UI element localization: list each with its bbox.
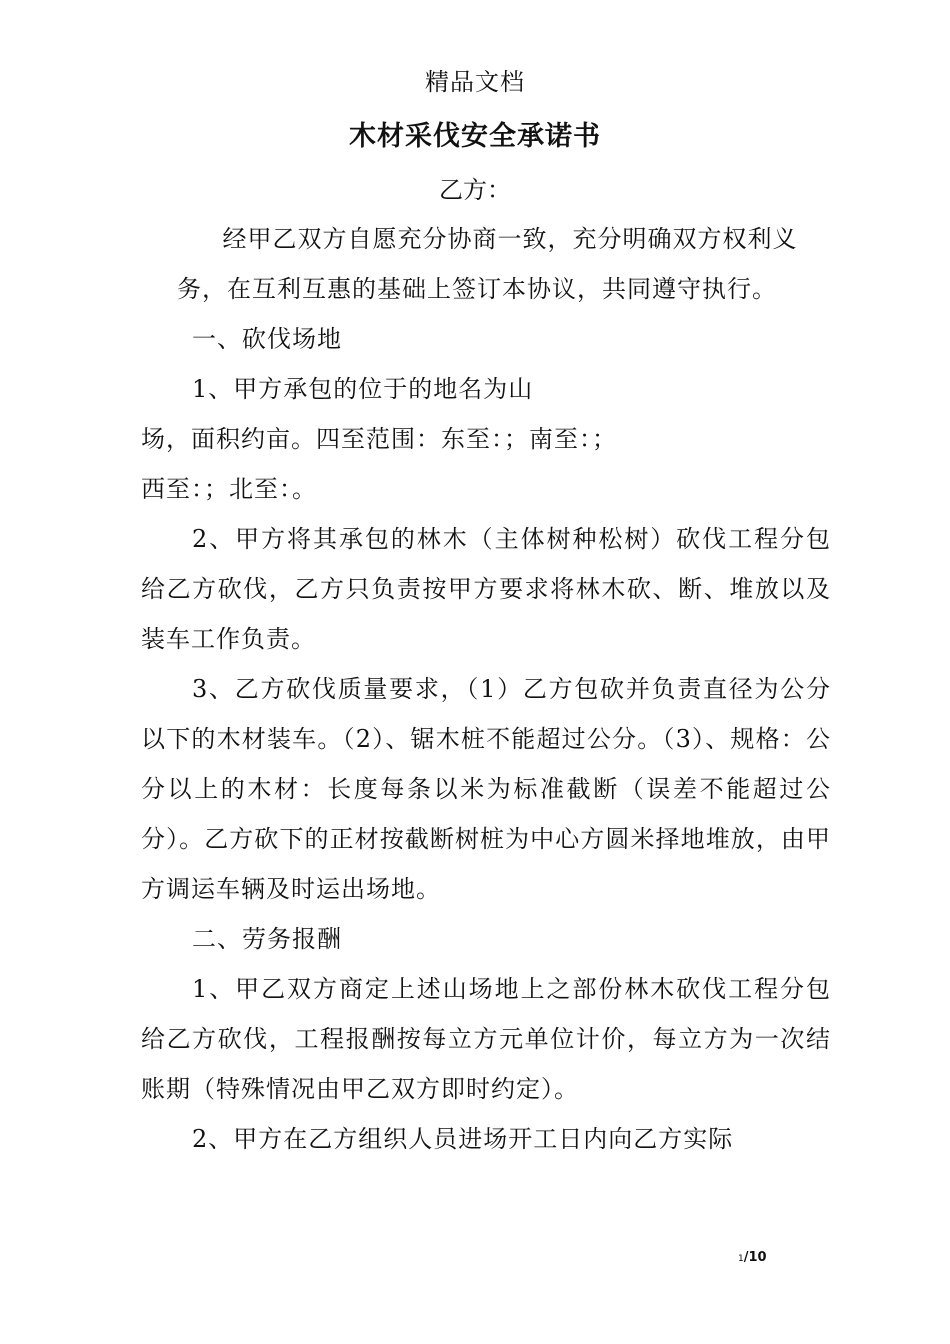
section1-item1-line2: 场，面积约亩。四至范围：东至：；南至：；: [141, 425, 617, 453]
section1-item3: 3、乙方砍伐质量要求，（1）乙方包砍并负责直径为公分以下的木材装车。（2）、锯木桩不能超过公分。（3）、规格：公分以上的木材：长度每条以米为标准截断（误差不能超过公分）。乙方砍下的正材按截断树桩为中心方圆米择地堆放，由甲方调运车辆及时运出场地。: [141, 675, 831, 903]
intro-line-1: 经甲乙双方自愿充分协商一致，充分明确双方权利义: [222, 225, 798, 253]
section2-heading: 二、劳务报酬: [192, 925, 342, 953]
section2-item1: 1、甲乙双方商定上述山场地上之部份林木砍伐工程分包给乙方砍伐，工程报酬按每立方元单位计价，每立方为一次结账期（特殊情况由甲乙双方即时约定）。: [141, 975, 831, 1103]
page-current: 1: [738, 1254, 744, 1264]
section1-heading: 一、砍伐场地: [192, 325, 342, 353]
document-body: [141, 214, 831, 1164]
page-number: [738, 1250, 767, 1265]
party-label: 乙方：: [439, 176, 511, 204]
section2-item2: 2、甲方在乙方组织人员进场开工日内向乙方实际: [192, 1125, 734, 1153]
document-title: 木材采伐安全承诺书: [349, 121, 601, 152]
intro-line-2: 务，在互利互惠的基础上签订本协议，共同遵守执行。: [177, 275, 777, 303]
page-total: /10: [743, 1250, 767, 1265]
header-label: 精品文档: [425, 68, 525, 96]
section1-item1-line3: 西至：；北至：。: [141, 475, 317, 503]
section1-item1-line1: 1、甲方承包的位于的地名为山: [192, 375, 534, 403]
section1-item2: 2、甲方将其承包的林木（主体树种松树）砍伐工程分包给乙方砍伐，乙方只负责按甲方要求将林木砍、断、堆放以及装车工作负责。: [141, 525, 831, 653]
